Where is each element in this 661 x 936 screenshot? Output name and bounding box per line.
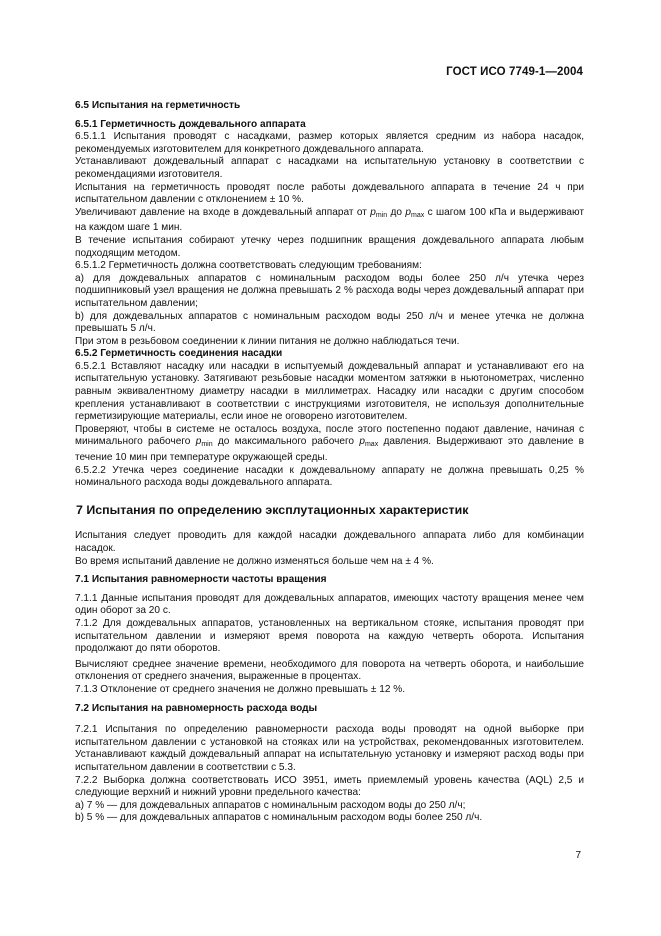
section-6-5-heading: 6.5 Испытания на герметичность (75, 100, 241, 111)
paragraph-test-24h: Испытания на герметичность проводят после работы дождевального аппарата в течение 24 ч при испытательном давлении с отклонением ± 10 %. (75, 181, 584, 206)
paragraph-7-1-average: Вычисляют среднее значение времени, необходимого для поворота на четверть оборота, и наибольшие отклонения от среднего значения, выраженные в процентах. (75, 658, 584, 683)
section-7-heading: 7 Испытания по определению эксплутационных характеристик (76, 502, 469, 517)
paragraph-7-pressure: Во время испытаний давление не должно изменяться больше чем на ± 4 %. (75, 555, 434, 567)
paragraph-6-5-1-2: 6.5.1.2 Герметичность должна соответствовать следующим требованиям: (75, 260, 422, 272)
paragraph-6-5-1-1: 6.5.1.1 Испытания проводят с насадками, размер которых является средним из набора насадок, рекомендуемых изготовителем для конкретного дождевального аппарата. (75, 131, 584, 155)
section-6-5-1-heading: 6.5.1 Герметичность дождевального аппарата (75, 118, 306, 130)
standard-header: ГОСТ ИСО 7749-1—2004 (446, 66, 583, 78)
paragraph-collect-leak: В течение испытания собирают утечку через подшипник вращения дождевального аппарата любым подходящим методом. (75, 234, 584, 259)
paragraph-install: Устанавливают дождевальный аппарат с насадками на испытательную установку в соответствии с рекомендациями изготовителя. (75, 156, 584, 180)
list-item-b: b) для дождевальных аппаратов с номинальным расходом воды 250 л/ч и менее утечка не должна превышать 5 л/ч. (75, 310, 584, 335)
paragraph-7-1-2: 7.1.2 Для дождевальных аппаратов, установленных на вертикальном стояке, испытания проводят при испытательном давлении и измеряют время поворота на каждую четверть оборота. Испытания продолжают до пяти оборотов. (75, 617, 584, 655)
list-item-7-2-a: а) 7 % — для дождевальных аппаратов с номинальным расходом воды до 250 л/ч; (75, 799, 466, 811)
section-7-2-heading: 7.2 Испытания на равномерность расхода воды (75, 702, 318, 714)
paragraph-7-1-1: 7.1.1 Данные испытания проводят для дождевальных аппаратов, имеющих частоту вращения менее чем один оборот за 20 с. (75, 592, 584, 617)
page-content (75, 94, 584, 825)
paragraph-check-air: Проверяют, чтобы в системе не осталось воздуха, после этого постепенно подают давление, начиная с минимального рабочего $p_{min}$ до максимального рабочего $p_{max}$ давления. Выдерживают это давление в течение 10 мин при температуре окружающей среды. (75, 423, 584, 464)
paragraph-increase-pressure: Увеличивают давление на входе в дождевальный аппарат от $p_{min}$ до $p_{max}$ с шагом 100 кПа и выдерживают на каждом шаге 1 мин. (75, 206, 584, 234)
list-item-a: а) для дождевальных аппаратов с номинальным расходом воды более 250 л/ч утечка через подшипниковый узел вращения не должна превышать 2 % расхода воды через дождевальный аппарат при испытательном давлении; (75, 272, 584, 309)
paragraph-6-5-2-1: 6.5.2.1 Вставляют насадку или насадки в испытуемый дождевальный аппарат и устанавливают его на испытательную установку. Затягивают резьбовые насадки моментом затяжки в ньютонометрах, численно равным эквивалентному диаметру насадки в миллиметрах. Насадку или насадки с другим способом крепления устанавливают в соответствии с инструкциями изготовителя, не используя дополнительные герметизирующие материалы, если иное не оговорено изготовителем. (75, 360, 584, 423)
paragraph-7-1-3: 7.1.3 Отклонение от среднего значения не должно превышать ± 12 %. (75, 683, 406, 695)
page-number: 7 (575, 850, 581, 861)
section-7-1-heading: 7.1 Испытания равномерности частоты вращения (75, 574, 327, 586)
paragraph-thread: При этом в резьбовом соединении к линии питания не должно наблюдаться течи. (75, 335, 460, 347)
paragraph-6-5-2-2: 6.5.2.2 Утечка через соединение насадки к дождевальному аппарату не должна превышать 0,25 % номинального расхода воды дождевального аппарата. (75, 464, 584, 489)
paragraph-7-2-1: 7.2.1 Испытания по определению равномерности расхода воды проводят на одной выборке при испытательном давлении с установкой на стояках или на устройствах, рекомендованных изготовителем. Устанавливают каждый дождевальный аппарат на испытательную установку и измеряют расход воды при испытательном давлении в соответствии с 5.3. (75, 724, 584, 773)
paragraph-7-intro: Испытания следует проводить для каждой насадки дождевального аппарата либо для комбинации насадок. (75, 530, 584, 554)
list-item-7-2-b: b) 5 % — для дождевальных аппаратов с номинальным расходом воды более 250 л/ч. (75, 812, 483, 824)
paragraph-7-2-2: 7.2.2 Выборка должна соответствовать ИСО 3951, иметь приемлемый уровень качества (AQL) 2,5 и следующие верхний и нижний уровни предельного качества: (75, 774, 584, 799)
section-6-5-2-heading: 6.5.2 Герметичность соединения насадки (75, 348, 283, 360)
